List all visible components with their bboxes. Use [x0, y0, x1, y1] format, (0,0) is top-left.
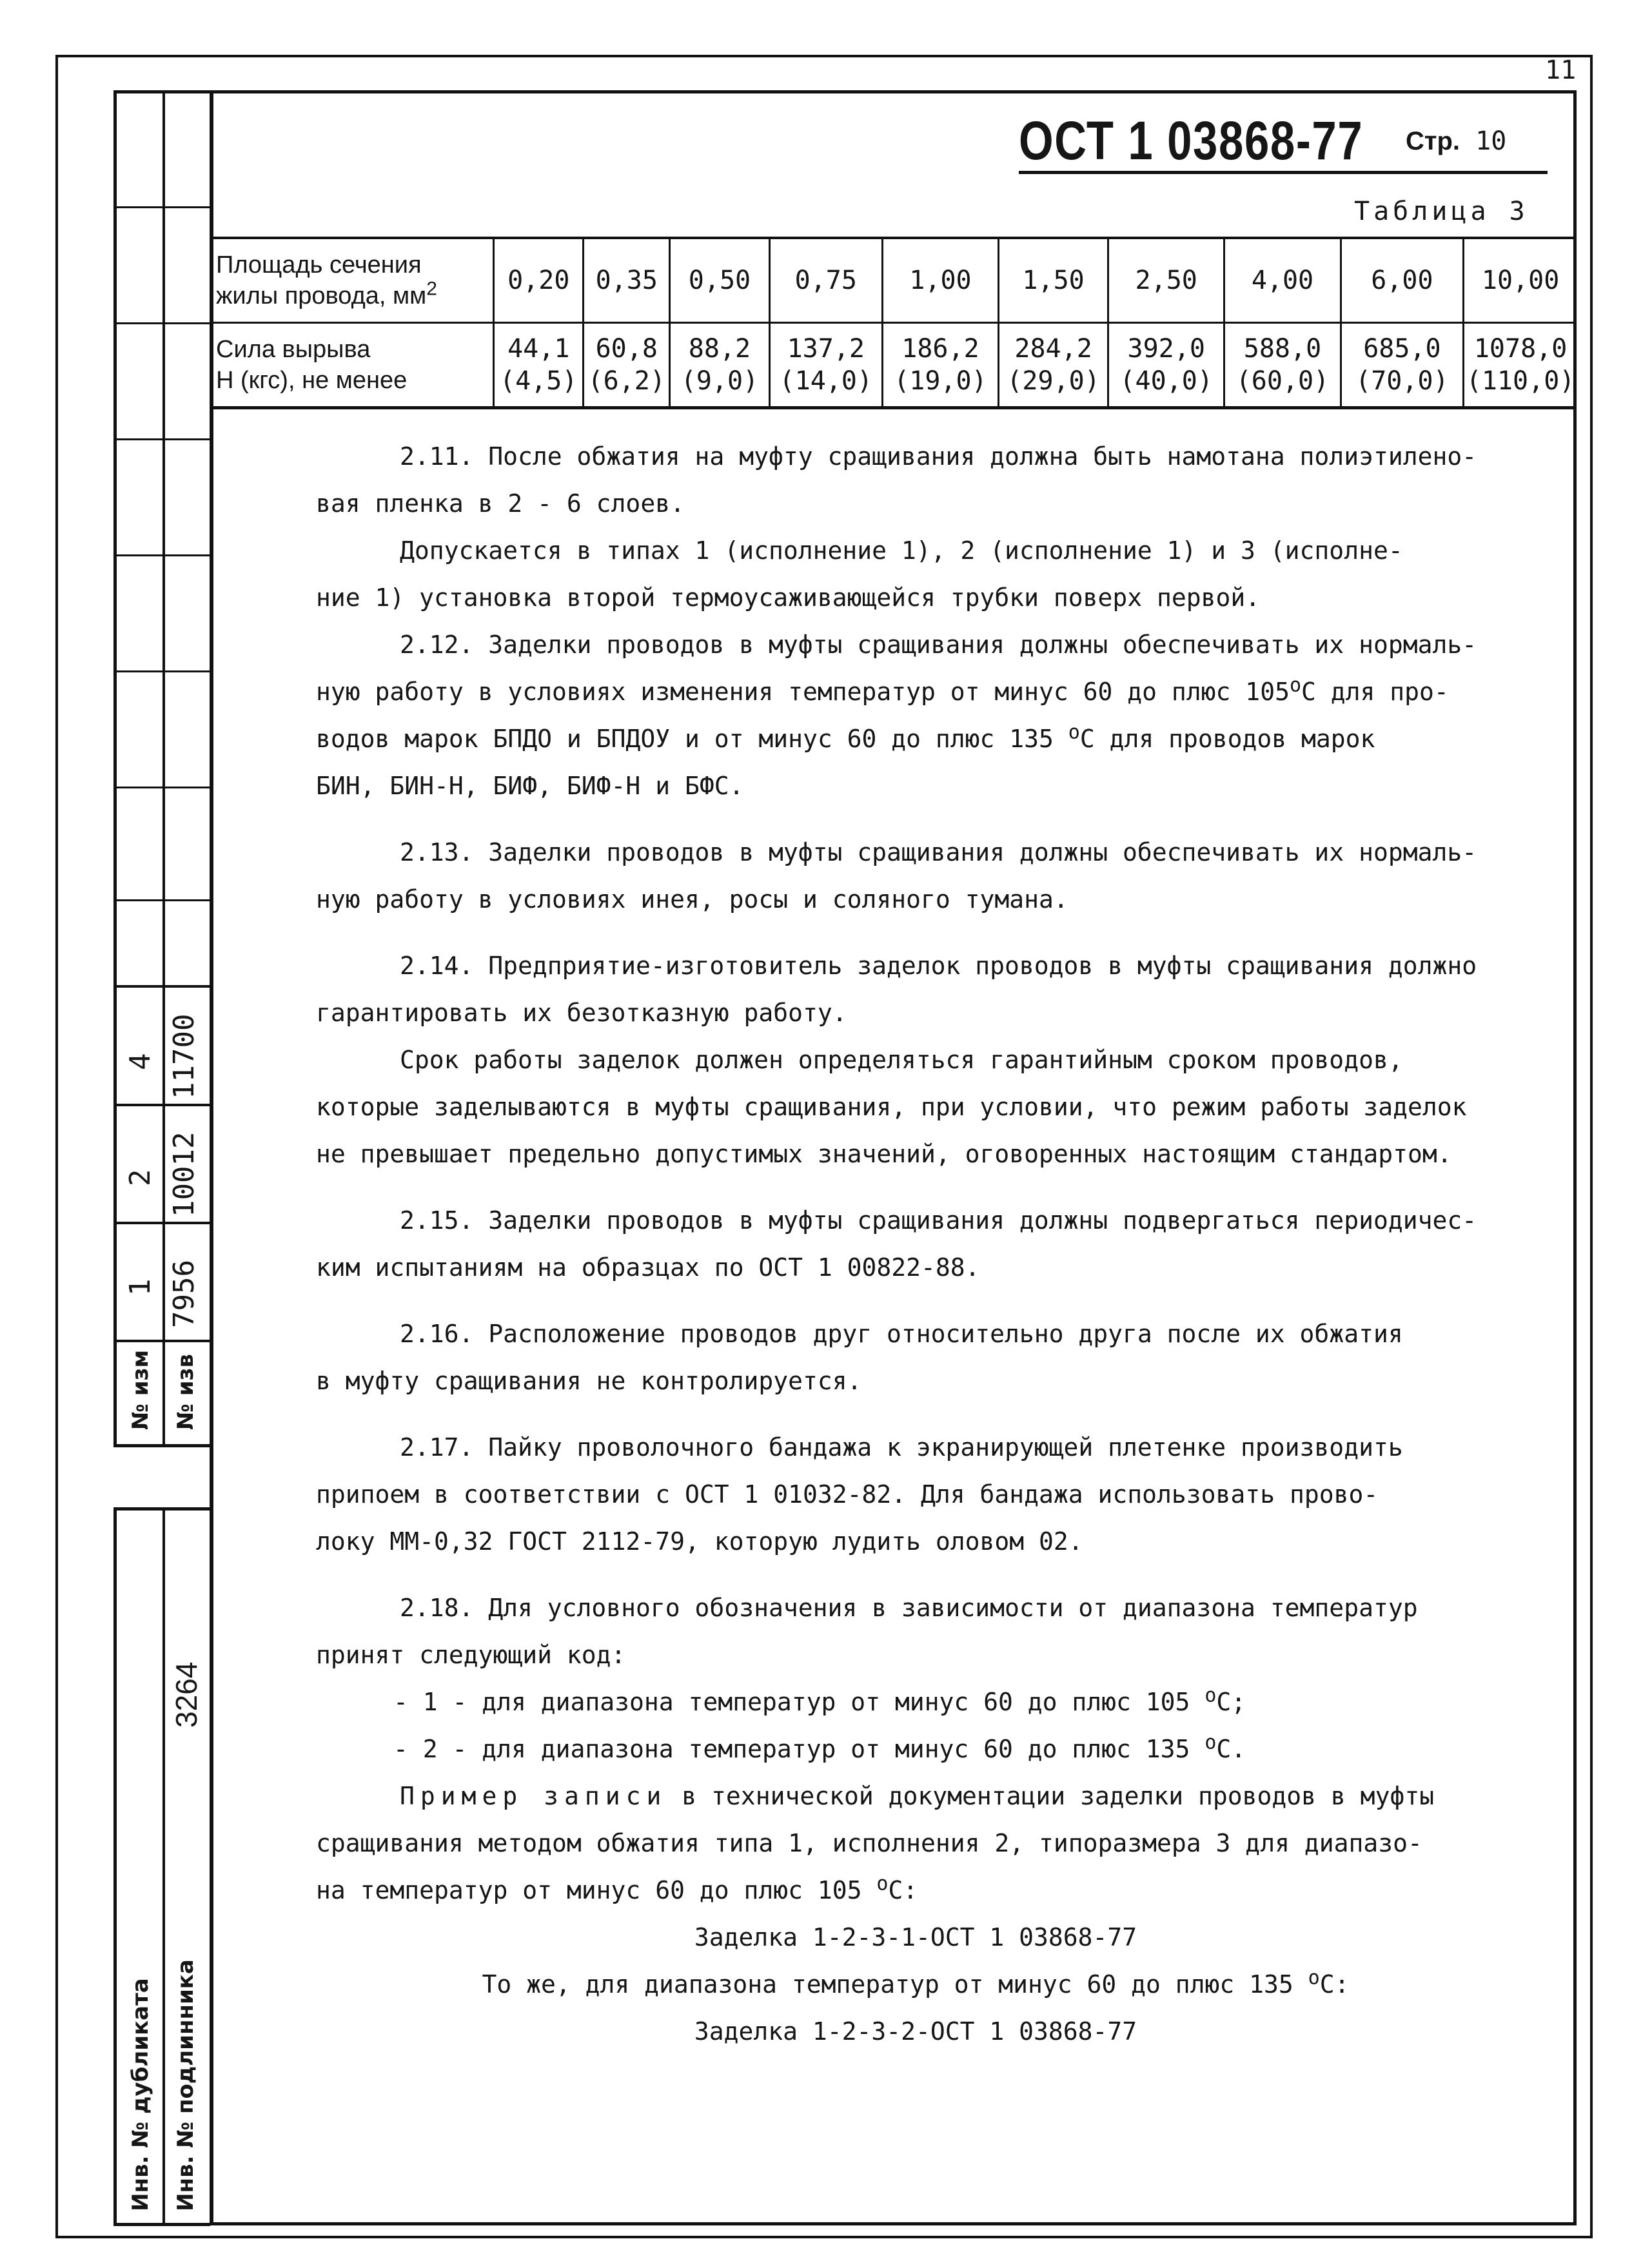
text-line: Срок работы заделок должен определяться гарантийным сроком проводов, [400, 1046, 1403, 1074]
inv-strip-divider [162, 1507, 165, 2225]
force-kgf: (60,0) [1235, 366, 1330, 396]
strip-bottom [113, 1444, 210, 1447]
text-segment: С для про- [1301, 678, 1449, 706]
strip-line [113, 899, 210, 901]
force-kgf: (6,2) [587, 366, 665, 396]
text-line: Заделка 1-2-3-1-ОСТ 1 03868-77 [694, 1923, 1137, 1951]
table-cell [494, 323, 584, 408]
degree-sign: о [876, 1872, 889, 1895]
text-segment: С: [1319, 1970, 1350, 1999]
notice-num-10012: 10012 [168, 1131, 201, 1217]
text-line: 2.16. Расположение проводов друг относительно друга после их обжатия [400, 1320, 1403, 1348]
text-line [316, 669, 1515, 716]
inv-strip-bottom [113, 2223, 210, 2226]
table-cell [1224, 323, 1341, 408]
table-cell: 1,00 [882, 238, 998, 323]
paragraph-gap [316, 810, 1515, 829]
duplicate-inventory-label: Инв. № дубликата [128, 1978, 153, 2211]
row-label-text: жилы провода, мм [216, 282, 427, 309]
table-3 [213, 237, 1577, 409]
notice-num-7956: 7956 [168, 1260, 201, 1328]
table-cell [769, 323, 882, 408]
original-inventory-number: 3264 [170, 1661, 203, 1728]
cross-section-header [213, 238, 494, 323]
strip-divider [162, 90, 165, 1444]
force-n: 186,2 [901, 334, 979, 364]
change-num-2: 2 [124, 1169, 157, 1186]
strip-line [113, 1340, 210, 1342]
text-line [316, 716, 1515, 763]
text-line: принят следующий код: [316, 1641, 626, 1669]
text-line: БИН, БИН-Н, БИФ, БИФ-Н и БФС. [316, 772, 744, 800]
paragraph-gap [316, 1405, 1515, 1424]
text-line: не превышает предельно допустимых значений, оговоренных настоящим стандартом. [316, 1140, 1452, 1168]
inv-strip-border-left [113, 1507, 117, 2225]
strip-line [113, 554, 210, 556]
table-cell [670, 323, 770, 408]
strip-line [113, 1222, 210, 1224]
table-cell: 0,75 [769, 238, 882, 323]
text-line: ние 1) установка второй термоусаживающейся трубки поверх первой. [316, 583, 1261, 612]
degree-sign: о [1205, 1731, 1217, 1754]
original-inventory-label: Инв. № подлинника [173, 1959, 199, 2211]
text-segment: С; [1216, 1688, 1246, 1716]
text-line [316, 1679, 1515, 1726]
force-kgf: (70,0) [1355, 366, 1449, 396]
notice-num-11700: 11700 [168, 1013, 201, 1099]
text-segment: - 1 - для диапазона температур от минус 60 до плюс 105 [393, 1688, 1190, 1716]
paragraph-gap [316, 1178, 1515, 1197]
pull-out-force-row [213, 323, 1577, 408]
degree-sign: о [1289, 674, 1302, 697]
text-line: Заделка 1-2-3-2-ОСТ 1 03868-77 [694, 2017, 1137, 2046]
table-cell: 0,50 [670, 238, 770, 323]
table-cell: 1,50 [999, 238, 1108, 323]
table-cell: 6,00 [1341, 238, 1464, 323]
text-line: припоем в соответствии с ОСТ 1 01032-82. Для бандажа использовать прово- [316, 1480, 1379, 1509]
table-cell: 0,20 [494, 238, 584, 323]
text-line: 2.11. После обжатия на муфту сращивания должна быть намотана полиэтилено- [400, 442, 1477, 471]
table-cell: 10,00 [1464, 238, 1577, 323]
standard-code: ОСТ 1 03868-77 [1019, 110, 1364, 171]
text-line: 2.17. Пайку проволочного бандажа к экранирующей плетенке производить [400, 1433, 1403, 1461]
degree-sign: о [1205, 1684, 1217, 1707]
text-line: 2.18. Для условного обозначения в зависимости от диапазона температур [400, 1594, 1418, 1622]
table-cell [882, 323, 998, 408]
text-line: в муфту сращивания не контролируется. [316, 1367, 862, 1395]
page-label: Стр. [1406, 127, 1460, 155]
text-line: локу ММ-0,32 ГОСТ 2112-79, которую лудить оловом 02. [316, 1527, 1083, 1556]
force-n: 44,1 [507, 334, 570, 364]
force-n: 588,0 [1243, 334, 1322, 364]
table-cell [584, 323, 670, 408]
force-n: 88,2 [688, 334, 751, 364]
text-segment: С: [888, 1876, 918, 1904]
text-line [316, 1726, 1515, 1773]
text-line: вая пленка в 2 - 6 слоев. [316, 489, 685, 518]
table-cell: 2,50 [1108, 238, 1224, 323]
unit-superscript: 2 [426, 278, 437, 300]
text-line: 2.14. Предприятие-изготовитель заделок проводов в муфты сращивания должно [400, 952, 1477, 980]
row-label-line: Сила вырыва [216, 336, 371, 363]
force-n: 1078,0 [1473, 334, 1568, 364]
text-segment: С. [1216, 1735, 1246, 1763]
table-cell [1464, 323, 1577, 408]
force-kgf: (14,0) [779, 366, 873, 396]
sheet-number: 11 [1545, 55, 1577, 85]
row-label-line: Н (кгс), не менее [216, 367, 408, 394]
text-line: Допускается в типах 1 (исполнение 1), 2 (исполнение 1) и 3 (исполне- [400, 536, 1403, 565]
strip-line [113, 1104, 210, 1106]
text-segment: ную работу в условиях изменения температур от минус 60 до плюс 105 [316, 678, 1290, 706]
text-line [316, 1773, 1515, 1820]
strip-top [113, 90, 210, 93]
body-text [316, 433, 1515, 2055]
force-kgf: (29,0) [1007, 366, 1100, 396]
row-label-line [216, 280, 493, 311]
text-line: ким испытаниям на образцах по ОСТ 1 00822-88. [316, 1253, 980, 1282]
text-line: 2.13. Заделки проводов в муфты сращивания должны обеспечивать их нормаль- [400, 838, 1477, 866]
strip-line [113, 206, 210, 208]
strip-line [113, 670, 210, 672]
force-n: 137,2 [787, 334, 865, 364]
table-cell: 4,00 [1224, 238, 1341, 323]
table-cell [999, 323, 1108, 408]
paragraph-gap [316, 1565, 1515, 1585]
text-line [316, 1961, 1515, 2008]
text-line [316, 1867, 1515, 1914]
text-line: сращивания методом обжатия типа 1, исполнения 2, типоразмера 3 для диапазо- [316, 1829, 1422, 1857]
force-kgf: (9,0) [680, 366, 759, 396]
inv-strip-top [113, 1507, 210, 1510]
text-segment: в технической документации заделки проводов в муфты [667, 1782, 1435, 1810]
text-line: ную работу в условиях инея, росы и соляного тумана. [316, 885, 1068, 914]
table-label: Таблица 3 [1354, 197, 1529, 226]
force-kgf: (40,0) [1119, 366, 1213, 396]
force-n: 284,2 [1014, 334, 1092, 364]
table-cell [1108, 323, 1224, 408]
force-n: 685,0 [1363, 334, 1441, 364]
change-num-1: 1 [124, 1278, 157, 1296]
strip-line [113, 438, 210, 440]
force-kgf: (4,5) [500, 366, 578, 396]
text-segment: С для проводов марок [1079, 725, 1375, 753]
page-number-label [1406, 126, 1506, 156]
force-n: 392,0 [1127, 334, 1205, 364]
text-segment: Пример записи [400, 1782, 667, 1810]
notice-num-label: № изв [173, 1354, 199, 1430]
row-label-line: Площадь сечения [216, 251, 422, 279]
cross-section-row [213, 238, 1577, 323]
table-cell [1341, 323, 1464, 408]
text-line: 2.12. Заделки проводов в муфты сращивания должны обеспечивать их нормаль- [400, 631, 1477, 659]
change-num-4: 4 [124, 1053, 157, 1070]
text-line: гарантировать их безотказную работу. [316, 999, 847, 1027]
force-kgf: (110,0) [1466, 366, 1575, 396]
degree-sign: о [1308, 1966, 1320, 1989]
paragraph-gap [316, 1291, 1515, 1311]
table-cell: 0,35 [584, 238, 670, 323]
force-n: 60,8 [595, 334, 658, 364]
strip-border-left [113, 90, 117, 1444]
paragraph-gap [316, 923, 1515, 943]
force-kgf: (19,0) [894, 366, 987, 396]
strip-line [113, 322, 210, 324]
strip-line [113, 985, 210, 988]
header-underline [1019, 171, 1548, 174]
page-number: 10 [1475, 126, 1507, 156]
change-num-label: № изм [128, 1349, 153, 1430]
pull-out-force-header [213, 323, 494, 408]
text-segment: водов марок БПДО и БПДОУ и от минус 60 до плюс 135 [316, 725, 1054, 753]
text-segment: То же, для диапазона температур от минус 60 до плюс 135 [482, 1970, 1293, 1999]
strip-line [113, 787, 210, 788]
text-segment: на температур от минус 60 до плюс 105 [316, 1876, 862, 1904]
text-line: 2.15. Заделки проводов в муфты сращивания должны подвергаться периодичес- [400, 1206, 1477, 1235]
text-segment: - 2 - для диапазона температур от минус 60 до плюс 135 [393, 1735, 1190, 1763]
degree-sign: о [1068, 721, 1080, 744]
text-line: которые заделываются в муфты сращивания, при условии, что режим работы заделок [316, 1093, 1467, 1121]
